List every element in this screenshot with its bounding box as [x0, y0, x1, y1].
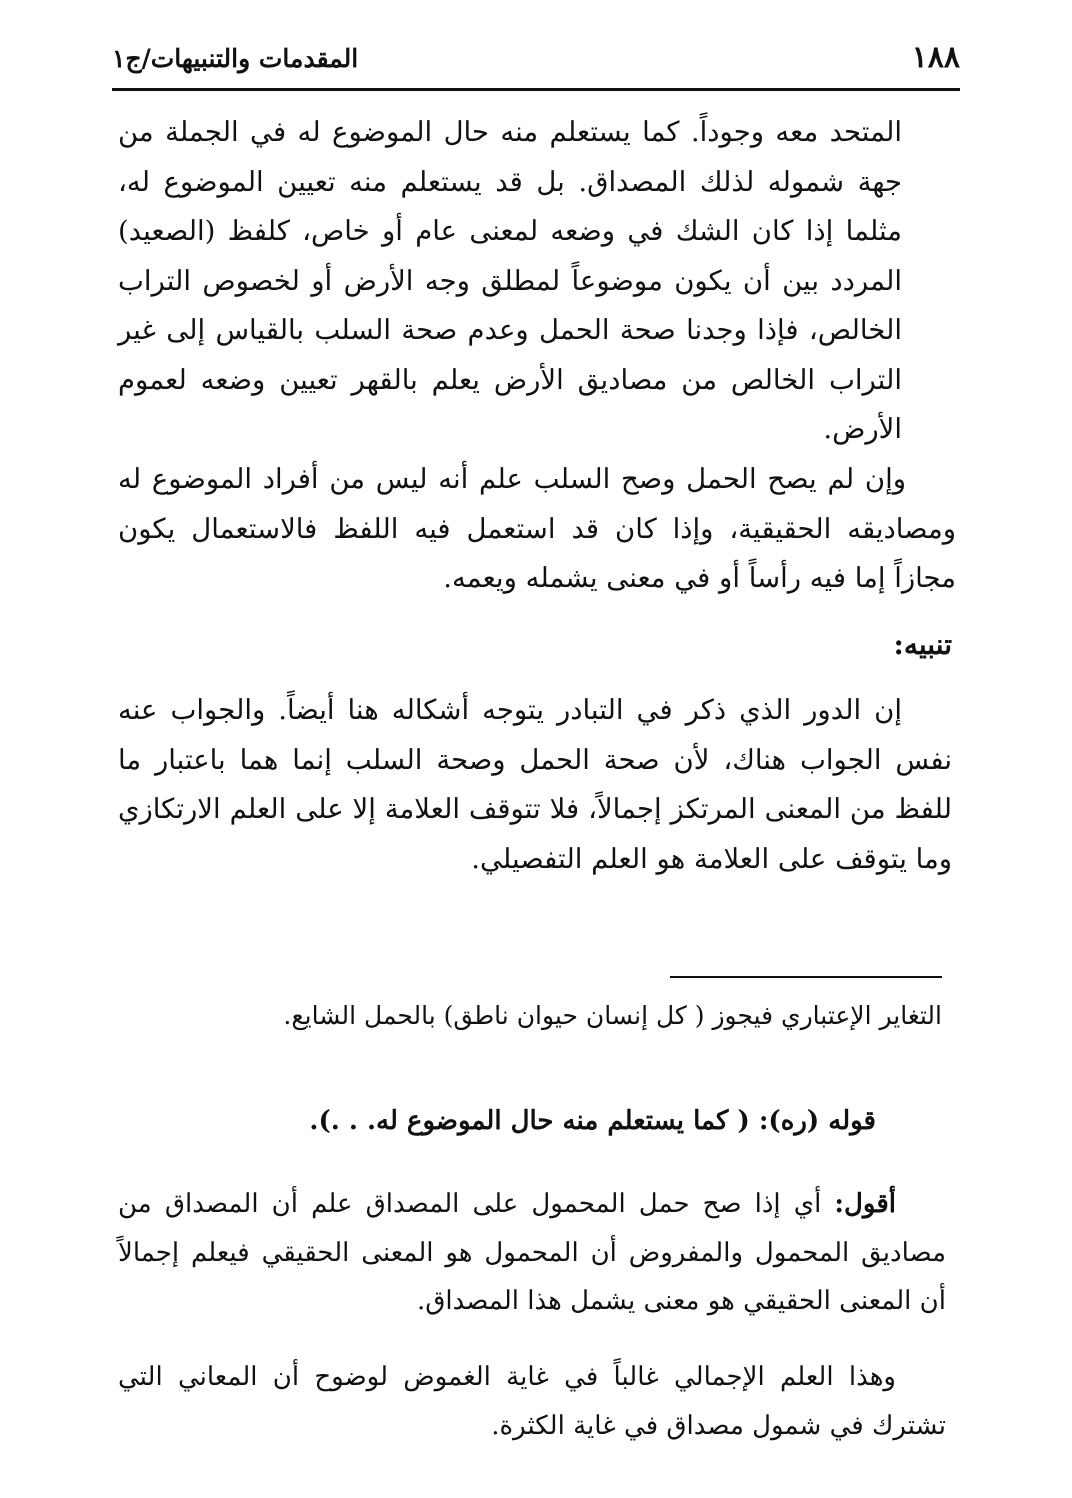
- running-title: المقدمات والتنبيهات/ج١: [112, 44, 359, 73]
- body-paragraph-3: إن الدور الذي ذكر في التبادر يتوجه أشكاله هنا أيضاً. والجواب عنه نفس الجواب هناك، لأن صحة الحمل وصحة السلب إنما هما باعتبار ما للفظ من المعنى المرتكز إجمالاً، فلا تتوقف العلامة إلا على العلم الارتكازي وما يتوقف على العلامة هو العلم التفصيلي.: [118, 694, 952, 875]
- footnote-rule: [670, 976, 942, 978]
- commentary-quote: قوله (ره): ( كما يستعلم منه حال الموضوع له. . .).: [309, 1106, 876, 1136]
- commentary-paragraph-1-text: أي إذا صح حمل المحمول على المصداق علم أن المصداق من مصاديق المحمول والمفروض أن المحمول هو المعنى الحقيقي فيعلم إجمالاً أن المعنى الحقيقي هو معنى يشمل هذا المصداق.: [118, 1189, 946, 1316]
- page-number: ١٨٨: [911, 40, 960, 75]
- footnote-text: التغاير الإعتباري فيجوز ( كل إنسان حيوان ناطق) بالحمل الشايع.: [283, 1001, 942, 1030]
- body-paragraph-1: المتحد معه وجوداً. كما يستعلم منه حال الموضوع له في الجملة من جهة شموله لذلك المصداق. بل قد يستعلم منه تعيين الموضوع له، مثلما إذا كان الشك في وضعه لمعنى عام أو خاص، كلفظ (الصعيد) المردد بين أن يكون موضوعاً لمطلق وجه الأرض أو لخصوص التراب الخالص، فإذا وجدنا صحة الحمل وعدم صحة السلب بالقياس إلى غير التراب الخالص من مصاديق الأرض يعلم بالقهر تعيين وضعه لعموم الأرض.: [118, 116, 902, 445]
- body-paragraph-2: وإن لم يصح الحمل وصح السلب علم أنه ليس من أفراد الموضوع له ومصاديقه الحقيقية، وإذا كان قد استعمل فيه اللفظ فالاستعمال يكون مجازاً إما فيه رأساً أو في معنى يشمله ويعمه.: [118, 463, 956, 594]
- page-header: [112, 38, 960, 86]
- commentary-lead-word: أقول:: [834, 1189, 896, 1219]
- header-rule: [112, 88, 960, 91]
- commentary-paragraph-1: [118, 1180, 946, 1326]
- note-heading: تنبيه:: [893, 628, 952, 661]
- commentary-paragraph-2: وهذا العلم الإجمالي غالباً في غاية الغموض لوضوح أن المعاني التي تشترك في شمول مصداق في غاية الكثرة.: [118, 1362, 946, 1441]
